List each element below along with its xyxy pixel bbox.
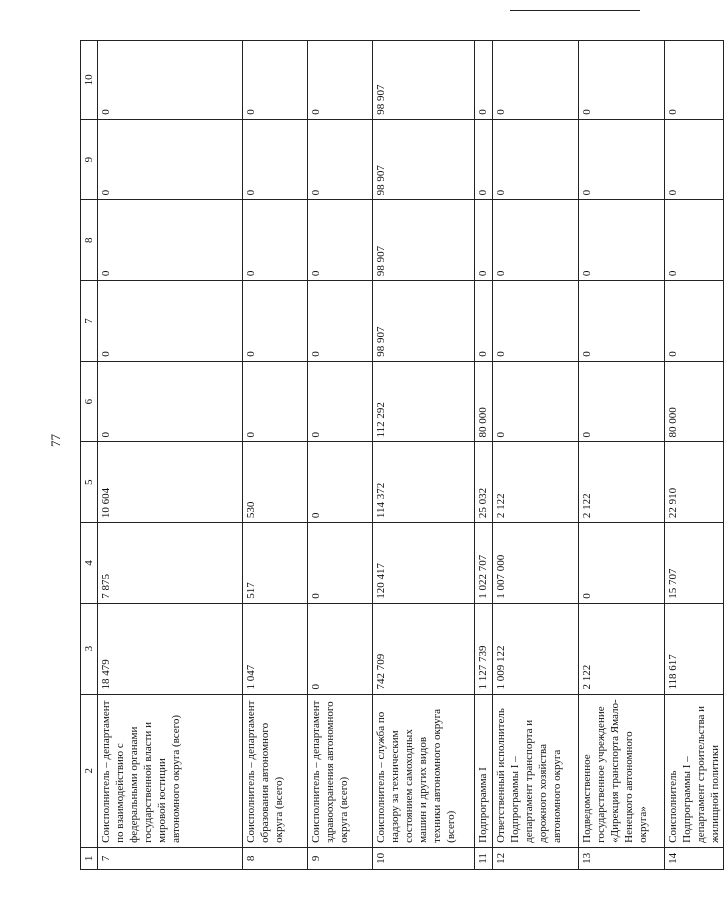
- row-number-cell: 10: [373, 847, 475, 869]
- value-cell: 1 127 739: [475, 603, 493, 694]
- header-cell: 10: [81, 41, 98, 120]
- row-name-cell: Подведомственное государственное учреждение «Дирекция транспорта Ямало-Ненецкого автономного округа»: [579, 694, 665, 847]
- value-cell: 0: [665, 119, 724, 200]
- value-cell: 0: [493, 200, 579, 281]
- row-name-cell: Подпрограмма I: [475, 694, 493, 847]
- value-cell: 0: [665, 200, 724, 281]
- value-cell: 0: [475, 281, 493, 362]
- header-cell: 3: [81, 603, 98, 694]
- row-number-cell: 12: [493, 847, 579, 869]
- value-cell: 0: [493, 361, 579, 442]
- row-number-cell: 13: [579, 847, 665, 869]
- row-number-cell: 11: [475, 847, 493, 869]
- value-cell: 517: [243, 523, 308, 604]
- value-cell: 530: [243, 442, 308, 523]
- table-row: [475, 41, 493, 870]
- value-cell: 15 707: [665, 523, 724, 604]
- value-cell: 1 047: [243, 603, 308, 694]
- value-cell: 120 417: [373, 523, 475, 604]
- table-row: [98, 41, 243, 870]
- value-cell: 0: [579, 361, 665, 442]
- value-cell: 0: [308, 523, 373, 604]
- header-cell: 7: [81, 281, 98, 362]
- row-name-cell: Ответственный исполнитель Подпрограммы I – департамент транспорта и дорожного хозяйства автономного округа: [493, 694, 579, 847]
- page-number: 77: [48, 434, 63, 447]
- row-number-cell: 8: [243, 847, 308, 869]
- value-cell: 0: [475, 200, 493, 281]
- table-row: [308, 41, 373, 870]
- top-rule: [510, 10, 640, 11]
- budget-table: [80, 40, 724, 870]
- value-cell: 1 022 707: [475, 523, 493, 604]
- value-cell: 80 000: [475, 361, 493, 442]
- row-name-cell: Соисполнитель Подпрограммы I – департамент строительства и жилищной политики: [665, 694, 724, 847]
- value-cell: 0: [308, 281, 373, 362]
- header-cell: 2: [81, 694, 98, 847]
- value-cell: 0: [98, 200, 243, 281]
- value-cell: 742 709: [373, 603, 475, 694]
- header-cell: 4: [81, 523, 98, 604]
- table-row: [373, 41, 475, 870]
- value-cell: 0: [579, 41, 665, 120]
- value-cell: 1 009 122: [493, 603, 579, 694]
- value-cell: 0: [308, 603, 373, 694]
- row-name-cell: Соисполнитель – департамент здравоохранения автономного округа (всего): [308, 694, 373, 847]
- value-cell: 22 910: [665, 442, 724, 523]
- value-cell: 0: [98, 119, 243, 200]
- header-row: [81, 41, 98, 870]
- value-cell: 0: [579, 281, 665, 362]
- value-cell: 112 292: [373, 361, 475, 442]
- value-cell: 0: [308, 200, 373, 281]
- table-row: [243, 41, 308, 870]
- value-cell: 0: [243, 200, 308, 281]
- table-row: [579, 41, 665, 870]
- value-cell: 7 875: [98, 523, 243, 604]
- header-cell: 8: [81, 200, 98, 281]
- value-cell: 2 122: [579, 442, 665, 523]
- value-cell: 118 617: [665, 603, 724, 694]
- row-number-cell: 9: [308, 847, 373, 869]
- table-row: [665, 41, 724, 870]
- value-cell: 0: [243, 361, 308, 442]
- value-cell: 0: [308, 442, 373, 523]
- value-cell: 0: [475, 119, 493, 200]
- row-name-cell: Соисполнитель – департамент образования автономного округа (всего): [243, 694, 308, 847]
- value-cell: 1 007 000: [493, 523, 579, 604]
- value-cell: 0: [475, 41, 493, 120]
- value-cell: 0: [98, 281, 243, 362]
- value-cell: 0: [665, 281, 724, 362]
- value-cell: 80 000: [665, 361, 724, 442]
- value-cell: 0: [308, 41, 373, 120]
- row-number-cell: 14: [665, 847, 724, 869]
- value-cell: 0: [493, 281, 579, 362]
- value-cell: 0: [243, 41, 308, 120]
- value-cell: 114 372: [373, 442, 475, 523]
- value-cell: 0: [493, 41, 579, 120]
- value-cell: 0: [579, 119, 665, 200]
- row-name-cell: Соисполнитель – департамент по взаимодействию с федеральными органами государственной власти и мировой юстиции автономного округа (всего): [98, 694, 243, 847]
- header-cell: 6: [81, 361, 98, 442]
- header-cell: 1: [81, 847, 98, 869]
- value-cell: 98 907: [373, 41, 475, 120]
- value-cell: 2 122: [579, 603, 665, 694]
- value-cell: 98 907: [373, 119, 475, 200]
- value-cell: 0: [243, 119, 308, 200]
- value-cell: 0: [243, 281, 308, 362]
- row-number-cell: 7: [98, 847, 243, 869]
- value-cell: 0: [579, 200, 665, 281]
- value-cell: 0: [308, 119, 373, 200]
- value-cell: 10 604: [98, 442, 243, 523]
- value-cell: 0: [665, 41, 724, 120]
- header-cell: 5: [81, 442, 98, 523]
- value-cell: 0: [579, 523, 665, 604]
- row-name-cell: Соисполнитель – служба по надзору за техническим состоянием самоходных машин и других видов техники автономного округа (всего): [373, 694, 475, 847]
- rotated-table-wrapper: [80, 40, 721, 870]
- value-cell: 0: [98, 41, 243, 120]
- value-cell: 0: [308, 361, 373, 442]
- header-cell: 9: [81, 119, 98, 200]
- table-row: [493, 41, 579, 870]
- value-cell: 98 907: [373, 200, 475, 281]
- value-cell: 18 479: [98, 603, 243, 694]
- value-cell: 0: [98, 361, 243, 442]
- value-cell: 2 122: [493, 442, 579, 523]
- value-cell: 98 907: [373, 281, 475, 362]
- value-cell: 25 032: [475, 442, 493, 523]
- value-cell: 0: [493, 119, 579, 200]
